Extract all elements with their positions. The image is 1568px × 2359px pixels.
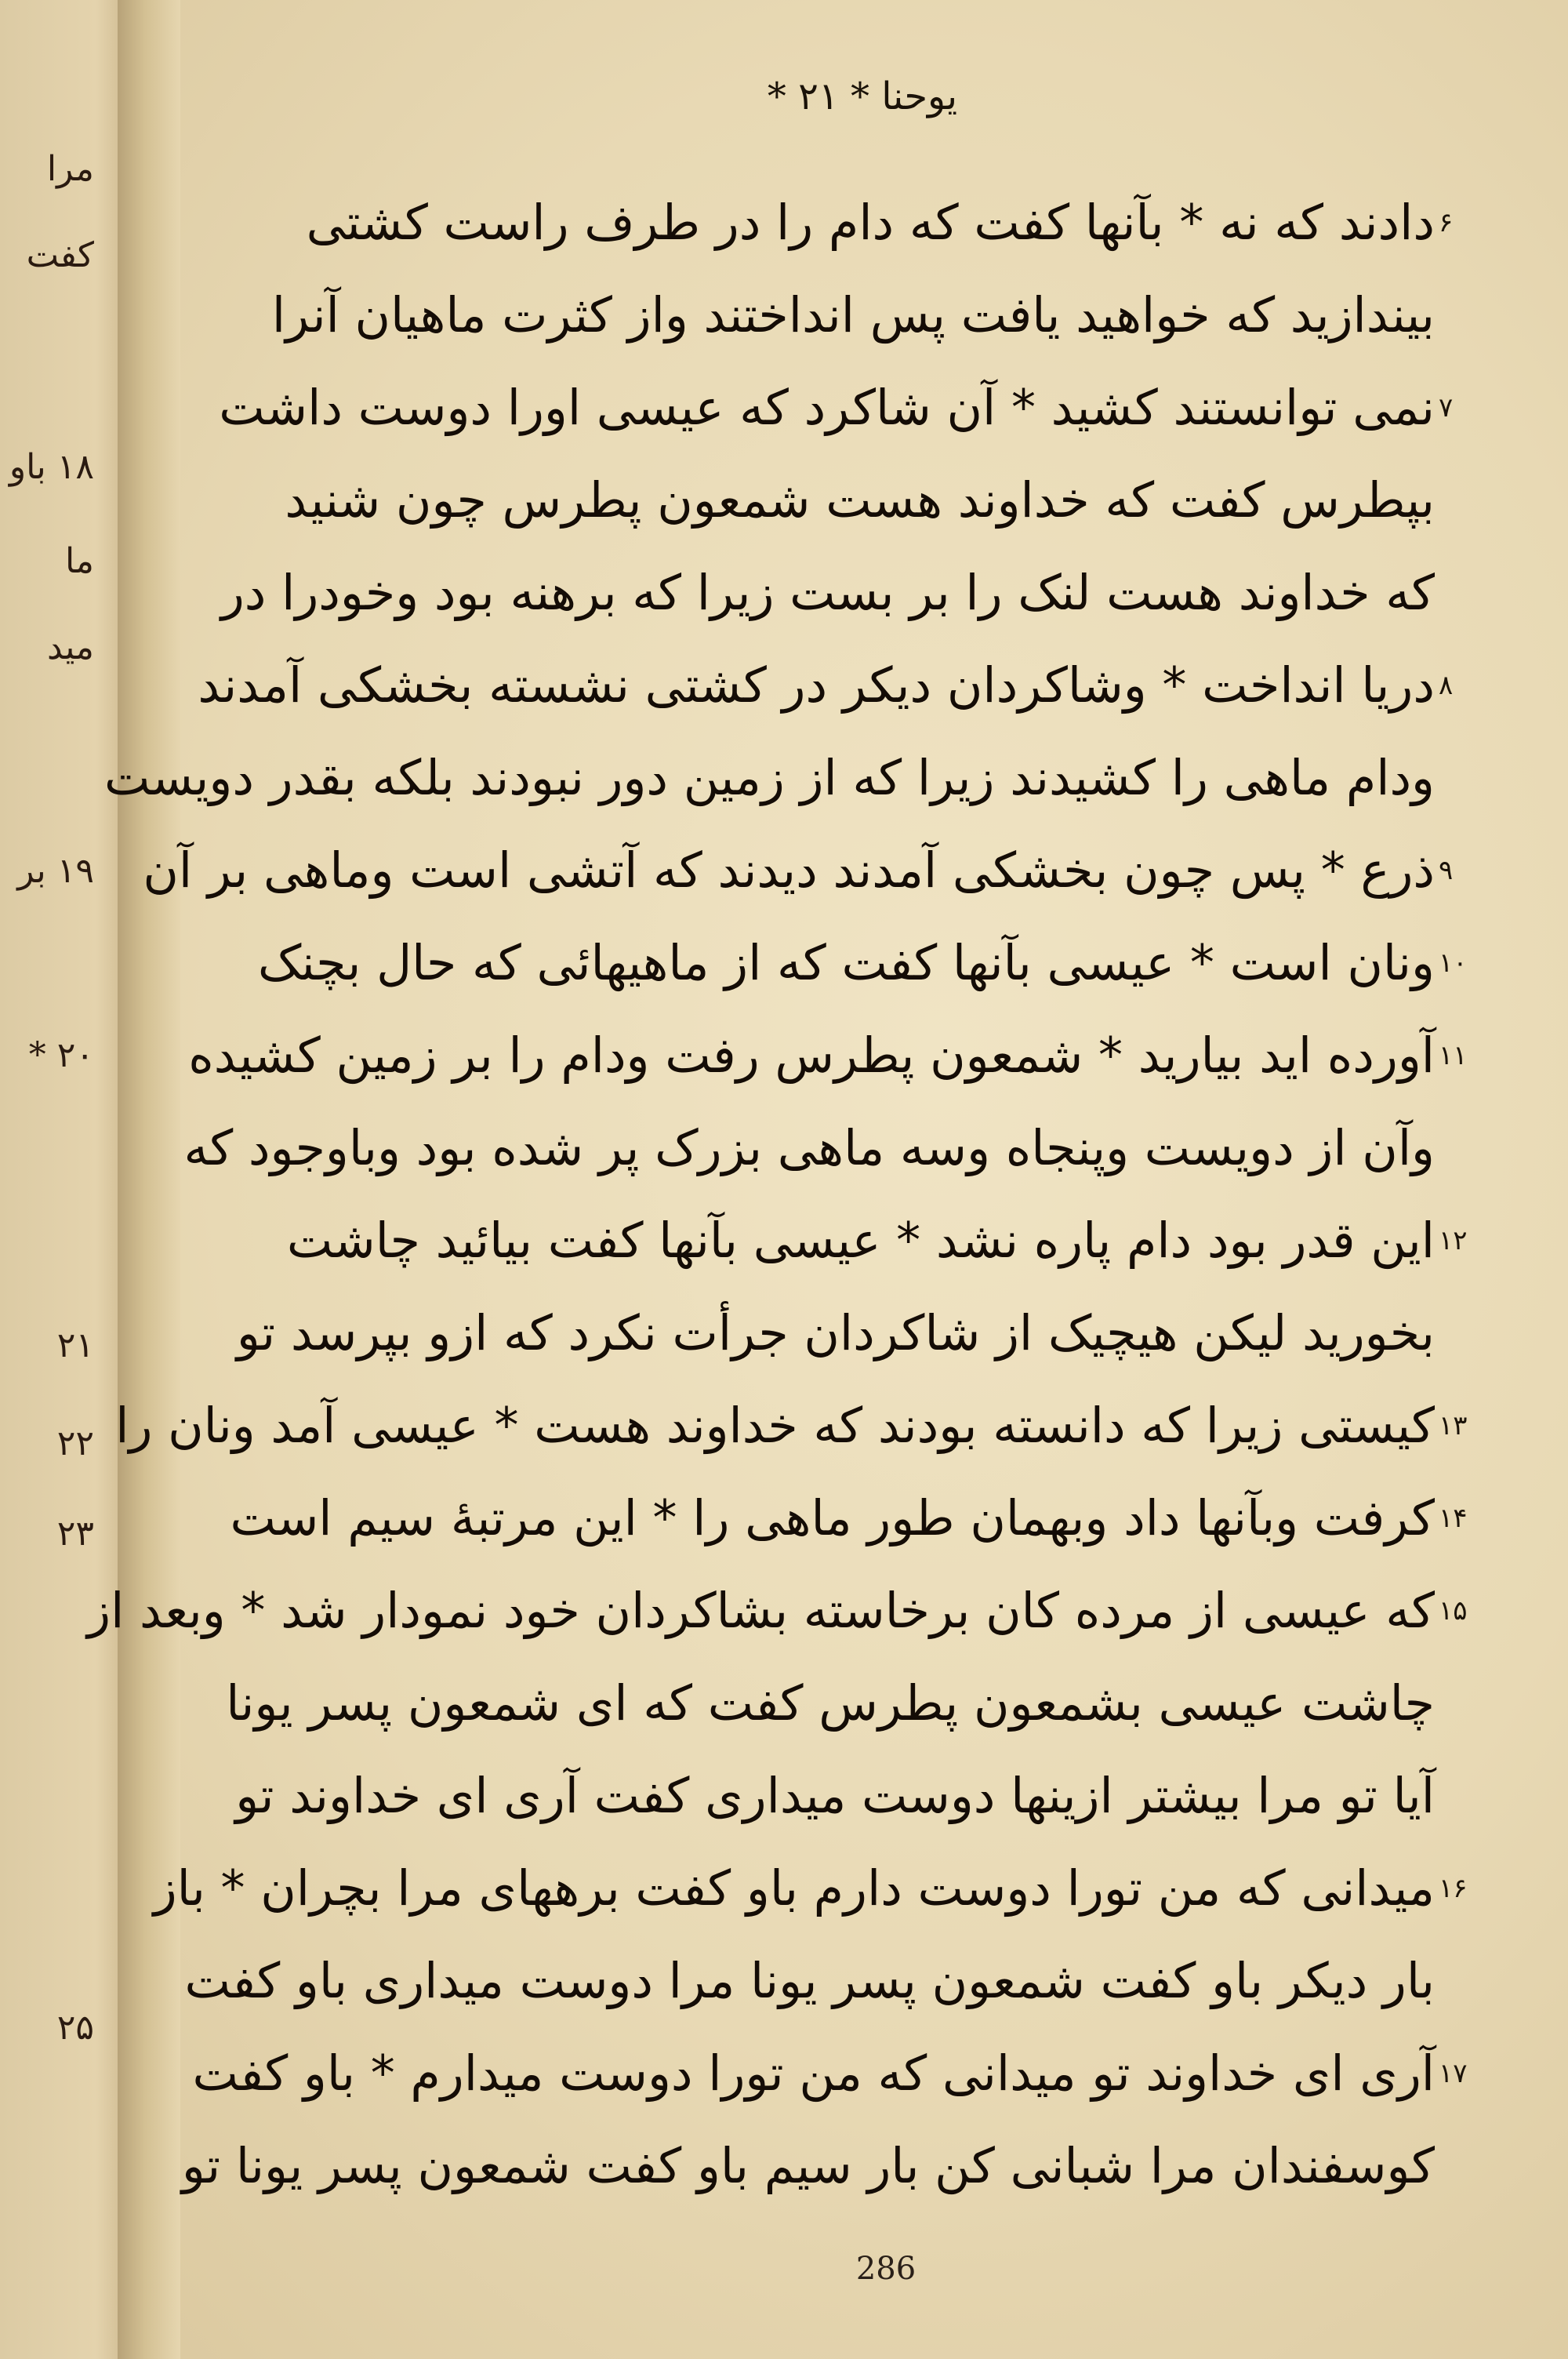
text-line: دادند که نه * بآنها کفت که دام را در طرف راست کشتی — [306, 194, 1435, 251]
text-line: که خداوند هست لنک را بر بست زیرا که برهنه بود وخودرا در — [220, 564, 1435, 621]
text-line: آورده اید بیارید * شمعون پطرس رفت ودام را بر زمین کشیده — [188, 1027, 1435, 1084]
text-line: ذرع * پس چون بخشکی آمدند دیدند که آتشی است وماهی بر آن — [143, 841, 1435, 899]
text-line: کوسفندان مرا شبانی کن بار سیم باو کفت شمعون پسر یونا تو — [181, 2137, 1435, 2194]
running-head: یوحنا * ۲۱ * — [767, 75, 958, 118]
text-line: ونان است * عیسی بآنها کفت که از ماهیهائی که حال بچنک — [257, 934, 1435, 991]
verse-number — [1439, 1657, 1494, 1750]
verse-number: ۱۶ — [1439, 1873, 1468, 1904]
left-fragment: ۱۹ بر — [17, 851, 94, 891]
left-fragment: ۲۲ — [56, 1423, 94, 1463]
left-fragment: مرا — [46, 149, 94, 189]
verse-number — [1439, 1102, 1494, 1194]
verse-number: ۱۰ — [1439, 947, 1468, 979]
text-line: وآن از دویست وپنجاه وسه ماهی بزرک پر شده بود وباوجود که — [183, 1119, 1435, 1176]
verse-number: ۱۴ — [1439, 1503, 1468, 1534]
verse-number: ۱۷ — [1439, 2058, 1468, 2089]
text-line: چاشت عیسی بشمعون پطرس کفت که ای شمعون پسر یونا — [226, 1674, 1435, 1732]
verse-number — [1439, 269, 1494, 362]
text-line: دریا انداخت * وشاکردان دیکر در کشتی نشسته بخشکی آمدند — [198, 656, 1435, 714]
verse-number: ۱۲ — [1439, 1225, 1468, 1256]
text-line: آیا تو مرا بیشتر ازینها دوست میداری کفت آری ای خداوند تو — [235, 1767, 1435, 1824]
text-line: بپطرس کفت که خداوند هست شمعون پطرس چون شنید — [285, 471, 1435, 529]
verse-number — [1439, 732, 1494, 824]
verse-number — [1439, 454, 1494, 547]
verse-number — [1439, 2120, 1494, 2212]
text-line: آری ای خداوند تو میدانی که من تورا دوست میدارم * باو کفت — [192, 2045, 1435, 2102]
page-number: 286 — [855, 2251, 916, 2287]
left-fragment: ۲۳ — [56, 1514, 94, 1554]
left-fragment: ما — [65, 541, 94, 581]
text-line: بیندازید که خواهید یافت پس انداختند واز کثرت ماهیان آنرا — [271, 286, 1435, 343]
verse-number: ۱۳ — [1439, 1410, 1468, 1441]
left-fragment: مید — [47, 627, 94, 667]
book-gutter — [118, 0, 180, 2359]
left-fragment: ۲۵ — [56, 2008, 94, 2048]
text-line: میدانی که من تورا دوست دارم باو کفت برههای مرا بچران * باز — [153, 1859, 1435, 1917]
verse-number: ۹ — [1439, 855, 1454, 886]
verse-number — [1439, 1935, 1494, 2027]
verse-number: ۷ — [1439, 392, 1454, 423]
verse-number — [1439, 547, 1494, 639]
text-line: نمی توانستند کشید * آن شاکرد که عیسی اورا دوست داشت — [219, 379, 1435, 436]
text-line: که عیسی از مرده کان برخاسته بشاکردان خود نمودار شد * وبعد از — [87, 1582, 1435, 1639]
verse-number — [1439, 1750, 1494, 1842]
text-line: بخورید لیکن هیچیک از شاکردان جرأت نکرد که ازو بپرسد تو — [236, 1304, 1435, 1361]
text-line: این قدر بود دام پاره نشد * عیسی بآنها کفت بیائید چاشت — [286, 1212, 1435, 1269]
verse-number: ۱۱ — [1439, 1040, 1468, 1071]
left-fragment: کفت — [26, 235, 94, 275]
verse-number: ۸ — [1439, 670, 1454, 701]
text-line: بار دیکر باو کفت شمعون پسر یونا مرا دوست میداری باو کفت — [184, 1952, 1435, 2009]
text-line: ودام ماهی را کشیدند زیرا که از زمین دور نبودند بلکه بقدر دویست — [103, 749, 1435, 806]
left-fragment: ۲۰ * — [28, 1035, 94, 1075]
verse-number — [1439, 1287, 1494, 1379]
verse-number: ۱۵ — [1439, 1595, 1468, 1627]
left-fragment: ۱۸ باو — [9, 447, 94, 487]
text-line: کیستی زیرا که دانسته بودند که خداوند هست * عیسی آمد ونان را — [115, 1397, 1435, 1454]
verse-number: ۶ — [1439, 207, 1454, 238]
text-line: کرفت وبآنها داد وبهمان طور ماهی را * این مرتبهٔ سیم است — [230, 1489, 1435, 1547]
left-page-edge — [0, 0, 137, 2359]
left-fragment: ۲۱ — [56, 1325, 94, 1365]
